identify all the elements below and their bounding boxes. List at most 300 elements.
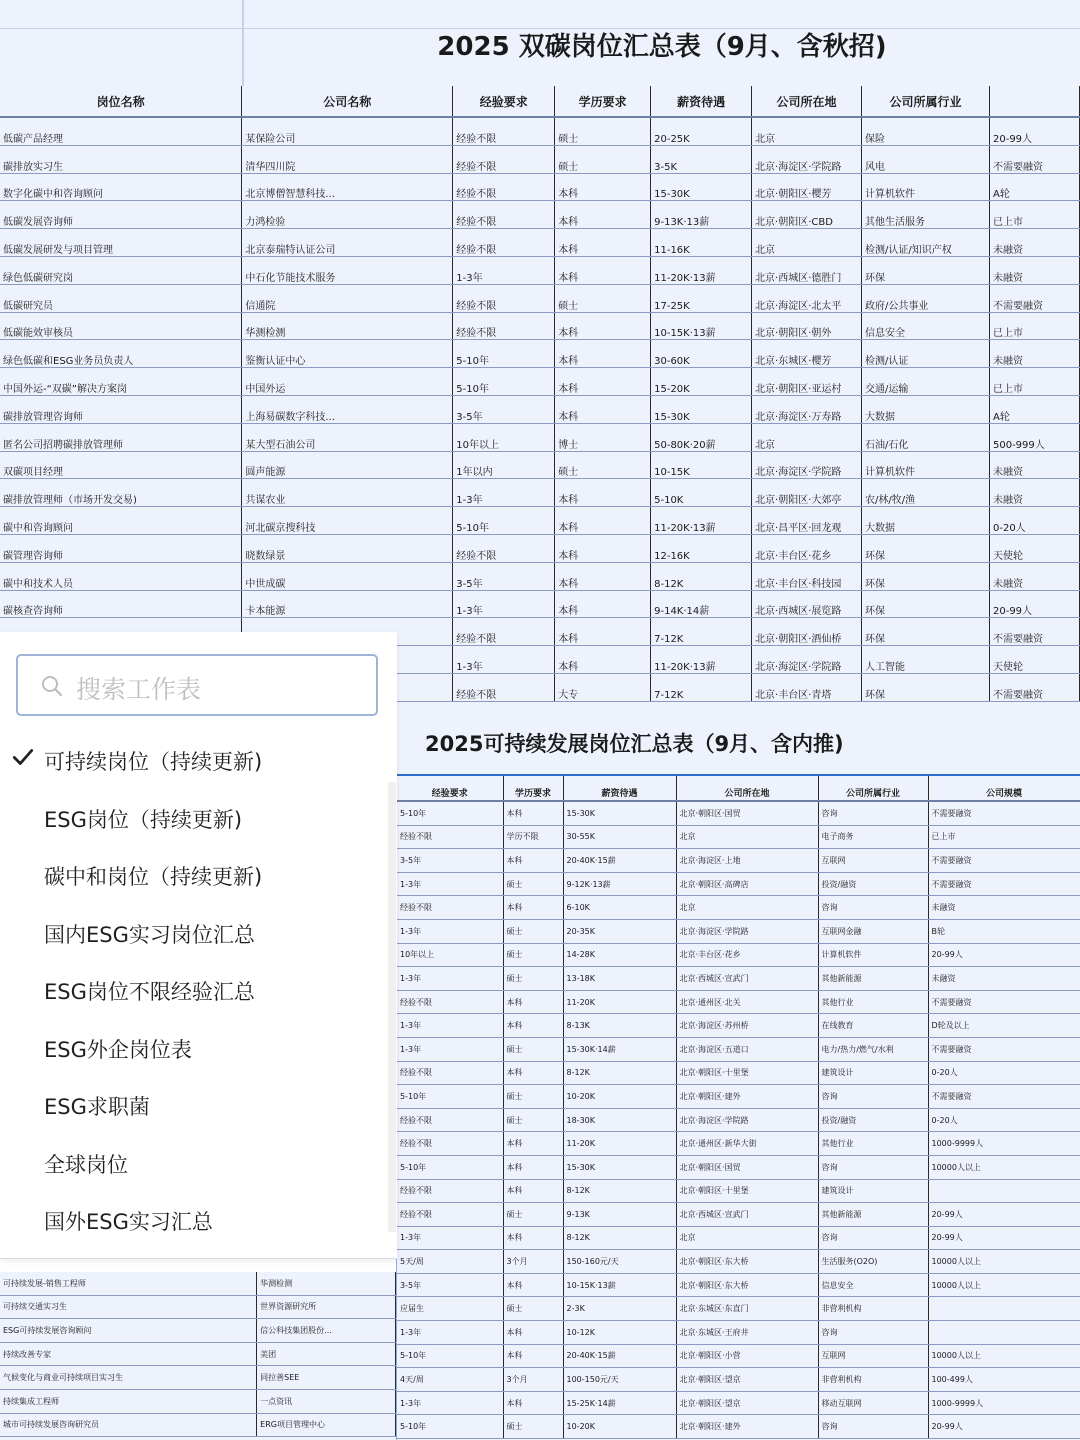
table-cell[interactable]: 15-25K·14薪 bbox=[563, 1391, 676, 1415]
table-cell[interactable]: 经验不限 bbox=[397, 1132, 503, 1156]
table-cell[interactable]: 3-5年 bbox=[453, 395, 555, 423]
table-cell[interactable]: 北京·东城区·樱芳 bbox=[752, 340, 862, 368]
table-cell[interactable]: 5-10年 bbox=[397, 801, 503, 825]
table-cell[interactable]: 卡本能源 bbox=[242, 590, 453, 618]
table-cell[interactable]: 某大型石油公司 bbox=[242, 423, 453, 451]
column-header[interactable]: 薪资待遇 bbox=[651, 86, 752, 117]
sheet-menu-item[interactable] bbox=[0, 1020, 397, 1078]
table-cell[interactable]: 气候变化与商业可持续项目实习生 bbox=[0, 1366, 257, 1390]
sheet-menu-item[interactable] bbox=[0, 905, 397, 963]
table-cell[interactable]: 5-10年 bbox=[397, 1415, 503, 1439]
table-cell[interactable]: 晓数绿景 bbox=[242, 534, 453, 562]
table-cell[interactable]: 硕士 bbox=[555, 284, 651, 312]
table-cell[interactable]: 可持续交通实习生 bbox=[0, 1295, 257, 1319]
column-header[interactable] bbox=[989, 86, 1079, 117]
sheet-menu-item[interactable] bbox=[0, 790, 397, 848]
column-header[interactable]: 薪资待遇 bbox=[563, 776, 676, 801]
table-cell[interactable]: 投资/融资 bbox=[818, 872, 928, 896]
table-cell[interactable]: 本科 bbox=[555, 201, 651, 229]
table-cell[interactable]: 本科 bbox=[555, 534, 651, 562]
table-cell[interactable]: 可持续发展-销售工程师 bbox=[0, 1272, 257, 1295]
table-cell[interactable]: 未融资 bbox=[989, 479, 1079, 507]
table-cell[interactable]: 计算机软件 bbox=[818, 943, 928, 967]
table-cell[interactable]: 1000-9999人 bbox=[928, 1132, 1080, 1156]
table-cell[interactable]: 0-20人 bbox=[928, 1108, 1080, 1132]
table-cell[interactable]: 电力/热力/燃气/水利 bbox=[818, 1037, 928, 1061]
table-cell[interactable]: 未融资 bbox=[989, 562, 1079, 590]
table-cell[interactable]: 世界资源研究所 bbox=[257, 1295, 396, 1319]
table-cell[interactable]: 风电 bbox=[862, 145, 990, 173]
table-cell[interactable]: 3个月 bbox=[503, 1368, 563, 1392]
table-cell[interactable]: 北京·西城区·展览路 bbox=[752, 590, 862, 618]
table-cell[interactable]: 经验不限 bbox=[453, 673, 555, 701]
table-cell[interactable]: 电子商务 bbox=[818, 825, 928, 849]
table-cell[interactable]: 7-12K bbox=[651, 673, 752, 701]
table-cell[interactable]: 河北碳京搜科技 bbox=[242, 507, 453, 535]
table-cell[interactable]: 10-20K bbox=[563, 1415, 676, 1439]
table-cell[interactable]: 50-80K·20薪 bbox=[651, 423, 752, 451]
table-cell[interactable]: 低碳能效审核员 bbox=[0, 312, 242, 340]
table-cell[interactable]: 5-10K bbox=[651, 479, 752, 507]
table-cell[interactable]: 互联网 bbox=[818, 1344, 928, 1368]
table-cell[interactable]: 信息安全 bbox=[818, 1273, 928, 1297]
table-cell[interactable]: 1-3年 bbox=[453, 256, 555, 284]
table-cell[interactable]: 20-99人 bbox=[928, 943, 1080, 967]
table-cell[interactable]: 1-3年 bbox=[397, 872, 503, 896]
table-cell[interactable]: 鉴衡认证中心 bbox=[242, 340, 453, 368]
table-cell[interactable]: 博士 bbox=[555, 423, 651, 451]
table-cell[interactable]: 本科 bbox=[503, 896, 563, 920]
table-cell[interactable]: ERG项目管理中心 bbox=[257, 1413, 396, 1437]
table-cell[interactable]: 本科 bbox=[503, 1061, 563, 1085]
table-cell[interactable]: 北京·西城区·宣武门 bbox=[676, 967, 818, 991]
table-cell[interactable]: 本科 bbox=[555, 173, 651, 201]
table-cell[interactable]: 北京·海淀区·学院路 bbox=[676, 919, 818, 943]
column-header[interactable]: 公司所在地 bbox=[676, 776, 818, 801]
table-cell[interactable]: 检测/认证/知识产权 bbox=[862, 229, 990, 257]
table-cell[interactable]: 经验不限 bbox=[397, 1203, 503, 1227]
table-cell[interactable]: 北京·朝阳区·亚运村 bbox=[752, 368, 862, 396]
table-cell[interactable]: 1-3年 bbox=[397, 967, 503, 991]
table-cell[interactable]: 3-5年 bbox=[453, 562, 555, 590]
table-cell[interactable]: 10-15K·13薪 bbox=[651, 312, 752, 340]
table-cell[interactable]: 在线教育 bbox=[818, 1014, 928, 1038]
table-cell[interactable]: 碳中和技术人员 bbox=[0, 562, 242, 590]
table-cell[interactable]: 北京·朝阳区·望京 bbox=[676, 1391, 818, 1415]
table-cell[interactable]: 一点资讯 bbox=[257, 1389, 396, 1413]
table-cell[interactable]: 北京·丰台区·青塔 bbox=[752, 673, 862, 701]
table-cell[interactable]: 碳排放管理师（市场开发交易) bbox=[0, 479, 242, 507]
table-cell[interactable]: 17-25K bbox=[651, 284, 752, 312]
table-cell[interactable]: 北京·朝阳区·大郊亭 bbox=[752, 479, 862, 507]
table-cell[interactable]: 咨询 bbox=[818, 1155, 928, 1179]
table-cell[interactable]: 本科 bbox=[555, 507, 651, 535]
table-cell[interactable]: 北京·海淀区·学院路 bbox=[676, 1108, 818, 1132]
table-cell[interactable]: 华测检测 bbox=[257, 1272, 396, 1295]
table-cell[interactable]: 不需要融资 bbox=[928, 1085, 1080, 1109]
table-cell[interactable]: 咨询 bbox=[818, 1085, 928, 1109]
table-cell[interactable]: 北京·海淀区·万寿路 bbox=[752, 395, 862, 423]
table-cell[interactable]: 不需要融资 bbox=[928, 990, 1080, 1014]
table-cell[interactable]: 北京·海淀区·学院路 bbox=[752, 646, 862, 674]
table-cell[interactable]: 北京·海淀区·苏州桥 bbox=[676, 1014, 818, 1038]
table-cell[interactable]: 5-10年 bbox=[397, 1155, 503, 1179]
table-cell[interactable]: 6-10K bbox=[563, 896, 676, 920]
sheet-menu-item[interactable] bbox=[0, 847, 397, 905]
table-cell[interactable]: 中石化节能技术服务 bbox=[242, 256, 453, 284]
table-cell[interactable]: 1-3年 bbox=[397, 1226, 503, 1250]
table-cell[interactable]: 应届生 bbox=[397, 1297, 503, 1321]
table-cell[interactable]: 低碳研究员 bbox=[0, 284, 242, 312]
table-cell[interactable]: 20-25K bbox=[651, 117, 752, 145]
table-cell[interactable]: 检测/认证 bbox=[862, 340, 990, 368]
column-header[interactable]: 公司名称 bbox=[242, 86, 453, 117]
column-header[interactable]: 公司所在地 bbox=[752, 86, 862, 117]
table-cell[interactable]: 9-13K bbox=[563, 1203, 676, 1227]
table-cell[interactable]: 环保 bbox=[862, 562, 990, 590]
table-cell[interactable]: 北京·昌平区·回龙观 bbox=[752, 507, 862, 535]
table-cell[interactable]: 硕士 bbox=[503, 872, 563, 896]
table-cell[interactable]: 15-30K bbox=[563, 801, 676, 825]
table-cell[interactable]: 环保 bbox=[862, 534, 990, 562]
table-cell[interactable]: 绿色低碳研究岗 bbox=[0, 256, 242, 284]
table-cell[interactable]: 本科 bbox=[503, 849, 563, 873]
table-cell[interactable]: 北京 bbox=[676, 825, 818, 849]
table-cell[interactable]: 经验不限 bbox=[397, 990, 503, 1014]
table-cell[interactable]: 硕士 bbox=[503, 1203, 563, 1227]
table-cell[interactable]: 10-15K bbox=[651, 451, 752, 479]
table-cell[interactable]: 咨询 bbox=[818, 1226, 928, 1250]
column-header[interactable]: 公司所属行业 bbox=[818, 776, 928, 801]
table-cell[interactable]: 绿色低碳和ESG业务员负责人 bbox=[0, 340, 242, 368]
table-cell[interactable]: 本科 bbox=[555, 590, 651, 618]
table-cell[interactable]: 11-20K·13薪 bbox=[651, 646, 752, 674]
table-cell[interactable]: 100-499人 bbox=[928, 1368, 1080, 1392]
table-cell[interactable]: 18-30K bbox=[563, 1108, 676, 1132]
table-cell[interactable]: 14-28K bbox=[563, 943, 676, 967]
table-cell[interactable]: 1-3年 bbox=[397, 1321, 503, 1345]
table-cell[interactable]: 本科 bbox=[555, 340, 651, 368]
table-cell[interactable]: 13-18K bbox=[563, 967, 676, 991]
table-cell[interactable]: 本科 bbox=[503, 990, 563, 1014]
table-cell[interactable]: 本科 bbox=[503, 1391, 563, 1415]
table-cell[interactable]: 已上市 bbox=[928, 825, 1080, 849]
table-cell[interactable]: 不需要融资 bbox=[928, 1037, 1080, 1061]
table-cell[interactable]: 15-20K bbox=[651, 368, 752, 396]
table-cell[interactable]: 本科 bbox=[555, 368, 651, 396]
table-cell[interactable]: 其他新能源 bbox=[818, 1203, 928, 1227]
table-cell[interactable]: D轮及以上 bbox=[928, 1014, 1080, 1038]
table-cell[interactable]: 北京·东城区·东直门 bbox=[676, 1297, 818, 1321]
table-cell[interactable]: 建筑设计 bbox=[818, 1061, 928, 1085]
sheet-menu-item[interactable] bbox=[0, 1192, 397, 1250]
table-cell[interactable]: 5-10年 bbox=[453, 507, 555, 535]
table-cell[interactable]: 20-40K·15薪 bbox=[563, 849, 676, 873]
table-cell[interactable]: 3个月 bbox=[503, 1250, 563, 1274]
table-cell[interactable]: 10-20K bbox=[563, 1085, 676, 1109]
table-cell[interactable]: 碳核查咨询师 bbox=[0, 590, 242, 618]
table-cell[interactable]: 投资/融资 bbox=[818, 1108, 928, 1132]
table-cell[interactable]: 5-10年 bbox=[397, 1085, 503, 1109]
table-cell[interactable]: 已上市 bbox=[989, 201, 1079, 229]
table-cell[interactable]: 经验不限 bbox=[453, 229, 555, 257]
table-cell[interactable]: 持续集成工程师 bbox=[0, 1389, 257, 1413]
table-cell[interactable]: 20-99人 bbox=[989, 590, 1079, 618]
table-cell[interactable]: 硕士 bbox=[503, 1085, 563, 1109]
table-cell[interactable]: 经验不限 bbox=[397, 825, 503, 849]
table-cell[interactable]: 北京·海淀区·北太平 bbox=[752, 284, 862, 312]
table-cell[interactable]: 100-150元/天 bbox=[563, 1368, 676, 1392]
table-cell[interactable]: 500-999人 bbox=[989, 423, 1079, 451]
table-cell[interactable]: 硕士 bbox=[503, 943, 563, 967]
table-cell[interactable]: 2-3K bbox=[563, 1297, 676, 1321]
column-header[interactable]: 学历要求 bbox=[503, 776, 563, 801]
table-cell[interactable]: 9-12K·13薪 bbox=[563, 872, 676, 896]
table-cell[interactable]: 已上市 bbox=[989, 368, 1079, 396]
table-cell[interactable]: 北京 bbox=[752, 229, 862, 257]
table-cell[interactable]: 保险 bbox=[862, 117, 990, 145]
table-cell[interactable] bbox=[928, 1297, 1080, 1321]
table-cell[interactable]: A轮 bbox=[989, 173, 1079, 201]
table-cell[interactable]: 计算机软件 bbox=[862, 451, 990, 479]
table-cell[interactable]: 其他行业 bbox=[818, 990, 928, 1014]
table-cell[interactable]: 已上市 bbox=[989, 312, 1079, 340]
table-cell[interactable]: 11-20K·13薪 bbox=[651, 256, 752, 284]
table-cell[interactable]: 互联网金融 bbox=[818, 919, 928, 943]
table-cell[interactable]: 1-3年 bbox=[397, 1014, 503, 1038]
table-cell[interactable]: 北京·朝阳区·东大桥 bbox=[676, 1273, 818, 1297]
table-cell[interactable]: 大数据 bbox=[862, 395, 990, 423]
table-cell[interactable]: 5-10年 bbox=[453, 368, 555, 396]
table-cell[interactable]: 本科 bbox=[503, 1321, 563, 1345]
table-cell[interactable]: 中国外运-“双碳”解决方案岗 bbox=[0, 368, 242, 396]
table-cell[interactable]: 北京·朝阳区·东大桥 bbox=[676, 1250, 818, 1274]
table-cell[interactable]: 中世成碳 bbox=[242, 562, 453, 590]
table-cell[interactable]: 北京·通州区·北关 bbox=[676, 990, 818, 1014]
table-cell[interactable]: 持续改善专家 bbox=[0, 1342, 257, 1366]
table-cell[interactable]: 本科 bbox=[555, 618, 651, 646]
table-cell[interactable]: 20-35K bbox=[563, 919, 676, 943]
table-cell[interactable]: 华测检测 bbox=[242, 312, 453, 340]
table-cell[interactable]: 交通/运输 bbox=[862, 368, 990, 396]
table-cell[interactable]: 北京·朝阳区·酒仙桥 bbox=[752, 618, 862, 646]
table-cell[interactable]: 北京·朝阳区·高碑店 bbox=[676, 872, 818, 896]
table-cell[interactable]: 北京·通州区·新华大街 bbox=[676, 1132, 818, 1156]
table-cell[interactable]: 1-3年 bbox=[453, 646, 555, 674]
table-cell[interactable]: 非营利机构 bbox=[818, 1297, 928, 1321]
table-cell[interactable]: 15-30K bbox=[651, 173, 752, 201]
sheet-menu-item[interactable] bbox=[0, 1077, 397, 1135]
table-cell[interactable]: 北京·朝阳区·朝外 bbox=[752, 312, 862, 340]
panel-scrollbar[interactable] bbox=[388, 782, 396, 1232]
table-cell[interactable]: 1年以内 bbox=[453, 451, 555, 479]
table-cell[interactable]: 北京·朝阳区·建外 bbox=[676, 1085, 818, 1109]
table-cell[interactable]: 20-99人 bbox=[928, 1226, 1080, 1250]
table-cell[interactable]: 经验不限 bbox=[453, 173, 555, 201]
table-cell[interactable]: 咨询 bbox=[818, 1321, 928, 1345]
table-cell[interactable]: 中国外运 bbox=[242, 368, 453, 396]
table-cell[interactable]: 本科 bbox=[555, 229, 651, 257]
table-cell[interactable]: 10-15K·13薪 bbox=[563, 1273, 676, 1297]
table-cell[interactable]: 经验不限 bbox=[453, 284, 555, 312]
table-cell[interactable]: 11-20K·13薪 bbox=[651, 507, 752, 535]
table-cell[interactable]: 不需要融资 bbox=[989, 673, 1079, 701]
table-cell[interactable]: 北京 bbox=[676, 896, 818, 920]
table-cell[interactable]: 本科 bbox=[503, 1179, 563, 1203]
table-cell[interactable]: 大专 bbox=[555, 673, 651, 701]
table-cell[interactable]: 20-99人 bbox=[928, 1203, 1080, 1227]
table-cell[interactable]: 5-10年 bbox=[397, 1344, 503, 1368]
table-cell[interactable]: 未融资 bbox=[989, 229, 1079, 257]
column-header[interactable]: 公司规模 bbox=[928, 776, 1080, 801]
table-cell[interactable]: 石油/石化 bbox=[862, 423, 990, 451]
table-cell[interactable]: 1-3年 bbox=[453, 590, 555, 618]
table-cell[interactable]: 碳排放管理咨询师 bbox=[0, 395, 242, 423]
table-cell[interactable]: 北京·朝阳区·小营 bbox=[676, 1344, 818, 1368]
table-cell[interactable]: 0-20人 bbox=[928, 1061, 1080, 1085]
table-cell[interactable]: 1000-9999人 bbox=[928, 1391, 1080, 1415]
table-cell[interactable]: 圆声能源 bbox=[242, 451, 453, 479]
table-cell[interactable]: 北京·西城区·宣武门 bbox=[676, 1203, 818, 1227]
table-cell[interactable]: 本科 bbox=[503, 801, 563, 825]
table-cell[interactable]: 15-30K bbox=[563, 1155, 676, 1179]
sheet-menu-item[interactable] bbox=[0, 732, 397, 790]
table-cell[interactable]: 经验不限 bbox=[453, 117, 555, 145]
table-cell[interactable]: 不需要融资 bbox=[989, 618, 1079, 646]
table-cell[interactable]: 本科 bbox=[555, 395, 651, 423]
table-cell[interactable]: 咨询 bbox=[818, 1415, 928, 1439]
table-cell[interactable]: 经验不限 bbox=[397, 1108, 503, 1132]
table-cell[interactable]: 15-30K·14薪 bbox=[563, 1037, 676, 1061]
table-cell[interactable]: 30-60K bbox=[651, 340, 752, 368]
table-cell[interactable]: 硕士 bbox=[503, 919, 563, 943]
table-cell[interactable]: 10年以上 bbox=[453, 423, 555, 451]
table-cell[interactable]: 经验不限 bbox=[397, 1179, 503, 1203]
table-cell[interactable]: 计算机软件 bbox=[862, 173, 990, 201]
table-cell[interactable]: 低碳发展咨询师 bbox=[0, 201, 242, 229]
table-cell[interactable]: 北京·海淀区·学院路 bbox=[752, 451, 862, 479]
table-cell[interactable]: 北京·丰台区·花乡 bbox=[676, 943, 818, 967]
table-cell[interactable]: 10年以上 bbox=[397, 943, 503, 967]
table-cell[interactable]: 低碳产品经理 bbox=[0, 117, 242, 145]
table-cell[interactable]: 1-3年 bbox=[397, 1037, 503, 1061]
table-cell[interactable]: 咨询 bbox=[818, 801, 928, 825]
table-cell[interactable]: 双碳项目经理 bbox=[0, 451, 242, 479]
table-cell[interactable]: 北京 bbox=[676, 1226, 818, 1250]
table-cell[interactable]: 硕士 bbox=[503, 1415, 563, 1439]
table-cell[interactable]: 信息安全 bbox=[862, 312, 990, 340]
table-cell[interactable]: 匿名公司招聘碳排放管理师 bbox=[0, 423, 242, 451]
table-cell[interactable]: 本科 bbox=[555, 312, 651, 340]
table-cell[interactable]: 北京 bbox=[752, 423, 862, 451]
table-cell[interactable]: 北京·朝阳区·国贸 bbox=[676, 1155, 818, 1179]
table-cell[interactable]: 硕士 bbox=[503, 1297, 563, 1321]
table-cell[interactable]: 20-99人 bbox=[928, 1415, 1080, 1439]
table-cell[interactable]: 4天/周 bbox=[397, 1368, 503, 1392]
table-cell[interactable]: 北京泰瑞特认证公司 bbox=[242, 229, 453, 257]
table-cell[interactable]: 北京·西城区·德胜门 bbox=[752, 256, 862, 284]
table-cell[interactable]: 经验不限 bbox=[453, 534, 555, 562]
table-cell[interactable]: 信公科技集团股份... bbox=[257, 1319, 396, 1343]
table-cell[interactable]: 上海易碳数字科技... bbox=[242, 395, 453, 423]
table-cell[interactable]: 数字化碳中和咨询顾问 bbox=[0, 173, 242, 201]
table-cell[interactable]: 北京·朝阳区·建外 bbox=[676, 1415, 818, 1439]
sheet-menu-item[interactable] bbox=[0, 1135, 397, 1193]
table-cell[interactable]: 10000人以上 bbox=[928, 1273, 1080, 1297]
table-cell[interactable]: 北京·朝阳区·十里堡 bbox=[676, 1179, 818, 1203]
table-cell[interactable]: 8-12K bbox=[563, 1226, 676, 1250]
table-cell[interactable]: 3-5K bbox=[651, 145, 752, 173]
table-cell[interactable]: 8-12K bbox=[563, 1061, 676, 1085]
table-cell[interactable]: 11-20K bbox=[563, 990, 676, 1014]
table-cell[interactable]: 3-5年 bbox=[397, 849, 503, 873]
table-cell[interactable]: 不需要融资 bbox=[928, 801, 1080, 825]
table-cell[interactable]: 本科 bbox=[503, 1132, 563, 1156]
table-cell[interactable]: 农/林/牧/渔 bbox=[862, 479, 990, 507]
table-cell[interactable]: 建筑设计 bbox=[818, 1179, 928, 1203]
table-cell[interactable]: ESG可持续发展咨询顾问 bbox=[0, 1319, 257, 1343]
table-cell[interactable]: 本科 bbox=[503, 1014, 563, 1038]
table-cell[interactable]: 咨询 bbox=[818, 896, 928, 920]
table-cell[interactable]: 硕士 bbox=[503, 1037, 563, 1061]
table-cell[interactable]: 本科 bbox=[555, 646, 651, 674]
table-cell[interactable]: 环保 bbox=[862, 256, 990, 284]
table-cell[interactable]: 经验不限 bbox=[453, 618, 555, 646]
table-cell[interactable]: 本科 bbox=[555, 256, 651, 284]
table-cell[interactable]: 硕士 bbox=[503, 1108, 563, 1132]
column-header[interactable]: 公司所属行业 bbox=[862, 86, 990, 117]
table-cell[interactable]: 北京·朝阳区·樱芳 bbox=[752, 173, 862, 201]
column-header[interactable]: 岗位名称 bbox=[0, 86, 242, 117]
table-cell[interactable]: 碳管理咨询师 bbox=[0, 534, 242, 562]
table-cell[interactable]: 其他生活服务 bbox=[862, 201, 990, 229]
column-header[interactable]: 经验要求 bbox=[453, 86, 555, 117]
table-cell[interactable]: 天使轮 bbox=[989, 534, 1079, 562]
table-cell[interactable]: 非营利机构 bbox=[818, 1368, 928, 1392]
table-cell[interactable]: 经验不限 bbox=[453, 312, 555, 340]
table-cell[interactable]: 30-55K bbox=[563, 825, 676, 849]
column-header[interactable]: 经验要求 bbox=[397, 776, 503, 801]
table-cell[interactable]: 力鸿检验 bbox=[242, 201, 453, 229]
column-header[interactable]: 学历要求 bbox=[555, 86, 651, 117]
table-cell[interactable]: 环保 bbox=[862, 673, 990, 701]
table-cell[interactable]: 本科 bbox=[503, 1226, 563, 1250]
table-cell[interactable]: 大数据 bbox=[862, 507, 990, 535]
table-cell[interactable]: 经验不限 bbox=[397, 1061, 503, 1085]
table-cell[interactable]: 未融资 bbox=[989, 256, 1079, 284]
table-cell[interactable]: 北京博僧智慧科技... bbox=[242, 173, 453, 201]
table-cell[interactable]: 不需要融资 bbox=[928, 849, 1080, 873]
table-cell[interactable]: 移动互联网 bbox=[818, 1391, 928, 1415]
table-cell[interactable]: 北京·丰台区·花乡 bbox=[752, 534, 862, 562]
table-cell[interactable]: 清华四川院 bbox=[242, 145, 453, 173]
table-cell[interactable]: 未融资 bbox=[928, 896, 1080, 920]
table-cell[interactable]: 北京·丰台区·科技园 bbox=[752, 562, 862, 590]
table-cell[interactable]: A轮 bbox=[989, 395, 1079, 423]
table-cell[interactable]: 1-3年 bbox=[397, 1391, 503, 1415]
table-cell[interactable]: B轮 bbox=[928, 919, 1080, 943]
table-cell[interactable]: 10000人以上 bbox=[928, 1250, 1080, 1274]
table-cell[interactable]: 20-99人 bbox=[989, 117, 1079, 145]
table-cell[interactable]: 环保 bbox=[862, 590, 990, 618]
table-cell[interactable]: 150-160元/天 bbox=[563, 1250, 676, 1274]
table-cell[interactable]: 不需要融资 bbox=[989, 145, 1079, 173]
table-cell[interactable]: 经验不限 bbox=[397, 896, 503, 920]
table-cell[interactable]: 人工智能 bbox=[862, 646, 990, 674]
table-cell[interactable]: 8-12K bbox=[563, 1179, 676, 1203]
table-cell[interactable]: 美团 bbox=[257, 1342, 396, 1366]
table-cell[interactable]: 本科 bbox=[503, 1344, 563, 1368]
